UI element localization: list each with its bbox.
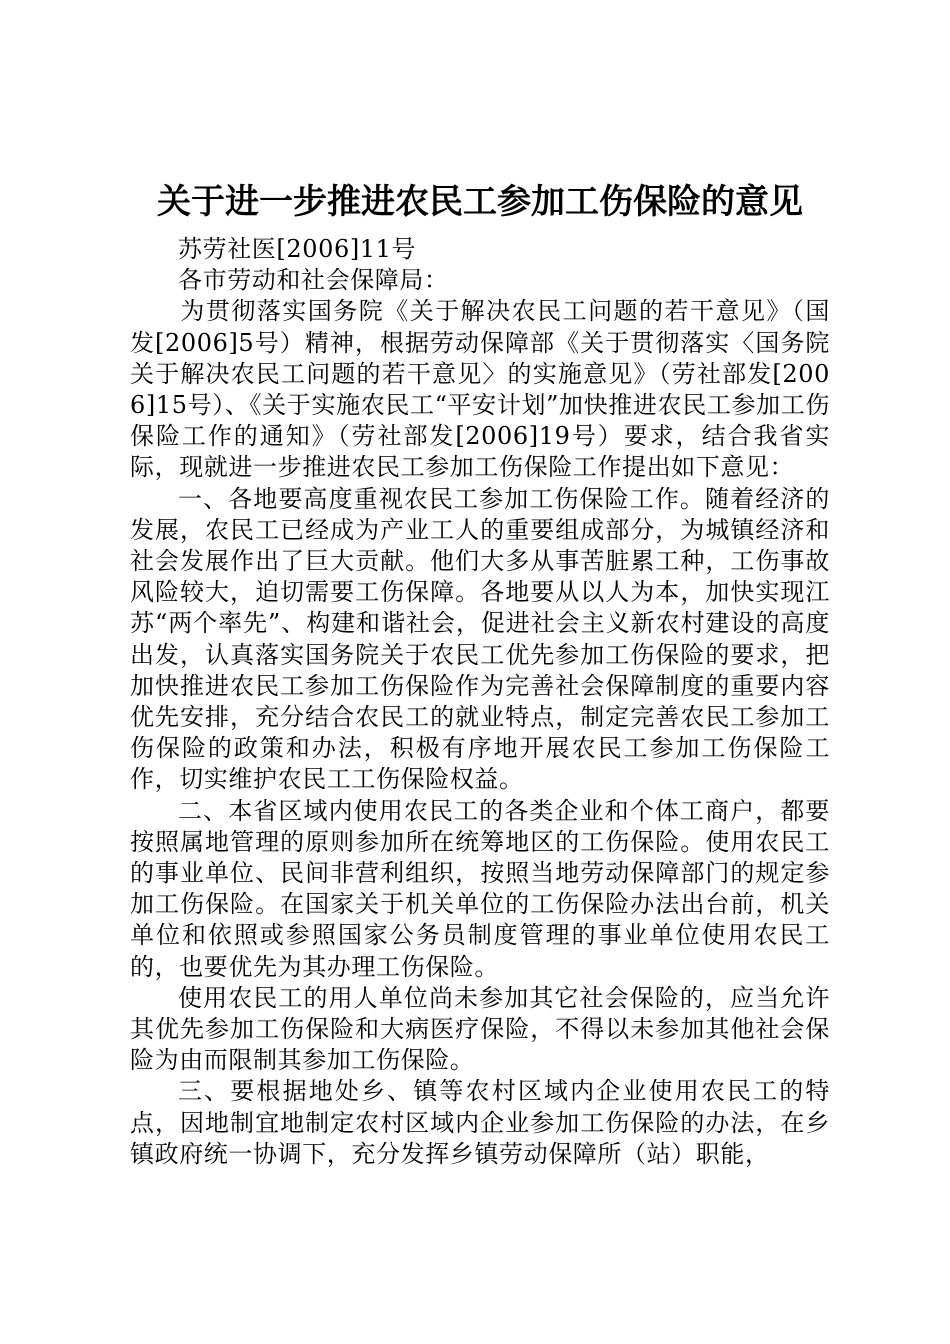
paragraph-section-1: 一、各地要高度重视农民工参加工伤保险工作。随着经济的发展，农民工已经成为产业工人的重要组成部分，为城镇经济和社会发展作出了巨大贡献。他们大多从事苦脏累工种，工伤事故风险较大，迫切需要工伤保障。各地要从以人为本，加快实现江苏“两个率先”、构建和谐社会，促进社会主义新农村建设的高度出发，认真落实国务院关于农民工优先参加工伤保险的要求，把加快推进农民工参加工伤保险作为完善社会保障制度的重要内容优先安排，充分结合农民工的就业特点，制定完善农民工参加工伤保险的政策和办法，积极有序地开展农民工参加工伤保险工作，切实维护农民工工伤保险权益。 xyxy=(130,484,830,794)
paragraph-section-2: 二、本省区域内使用农民工的各类企业和个体工商户，都要按照属地管理的原则参加所在统筹地区的工伤保险。使用农民工的事业单位、民间非营利组织，按照当地劳动保障部门的规定参加工伤保险。在国家关于机关单位的工伤保险办法出台前，机关单位和依照或参照国家公务员制度管理的事业单位使用农民工的，也要优先为其办理工伤保险。 xyxy=(130,796,830,981)
document-number: 苏劳社医[2006]11号 xyxy=(178,235,417,263)
paragraph-section-3: 三、要根据地处乡、镇等农村区域内企业使用农民工的特点，因地制宜地制定农村区域内企业参加工伤保险的办法，在乡镇政府统一协调下，充分发挥乡镇劳动保障所（站）职能， xyxy=(130,1077,830,1168)
paragraph-section-2-note: 使用农民工的用人单位尚未参加其它社会保险的，应当允许其优先参加工伤保险和大病医疗保险，不得以未参加其他社会保险为由而限制其参加工伤保险。 xyxy=(130,983,830,1075)
addressee: 各市劳动和社会保障局： xyxy=(178,266,449,295)
paragraph-preamble: 为贯彻落实国务院《关于解决农民工问题的若干意见》（国发[2006]5号）精神，根据劳动保障部《关于贯彻落实〈国务院关于解决农民工问题的若干意见〉的实施意见》（劳社部发[2006]15号）、《关于实施农民工“平安计划”加快推进农民工参加工伤保险工作的通知》（劳社部发[2006]19号）要求，结合我省实际，现就进一步推进农民工参加工伤保险工作提出如下意见： xyxy=(130,297,830,482)
document-body xyxy=(130,234,830,1170)
document-title: 关于进一步推进农民工参加工伤保险的意见 xyxy=(157,182,803,222)
document-page xyxy=(130,180,830,1170)
